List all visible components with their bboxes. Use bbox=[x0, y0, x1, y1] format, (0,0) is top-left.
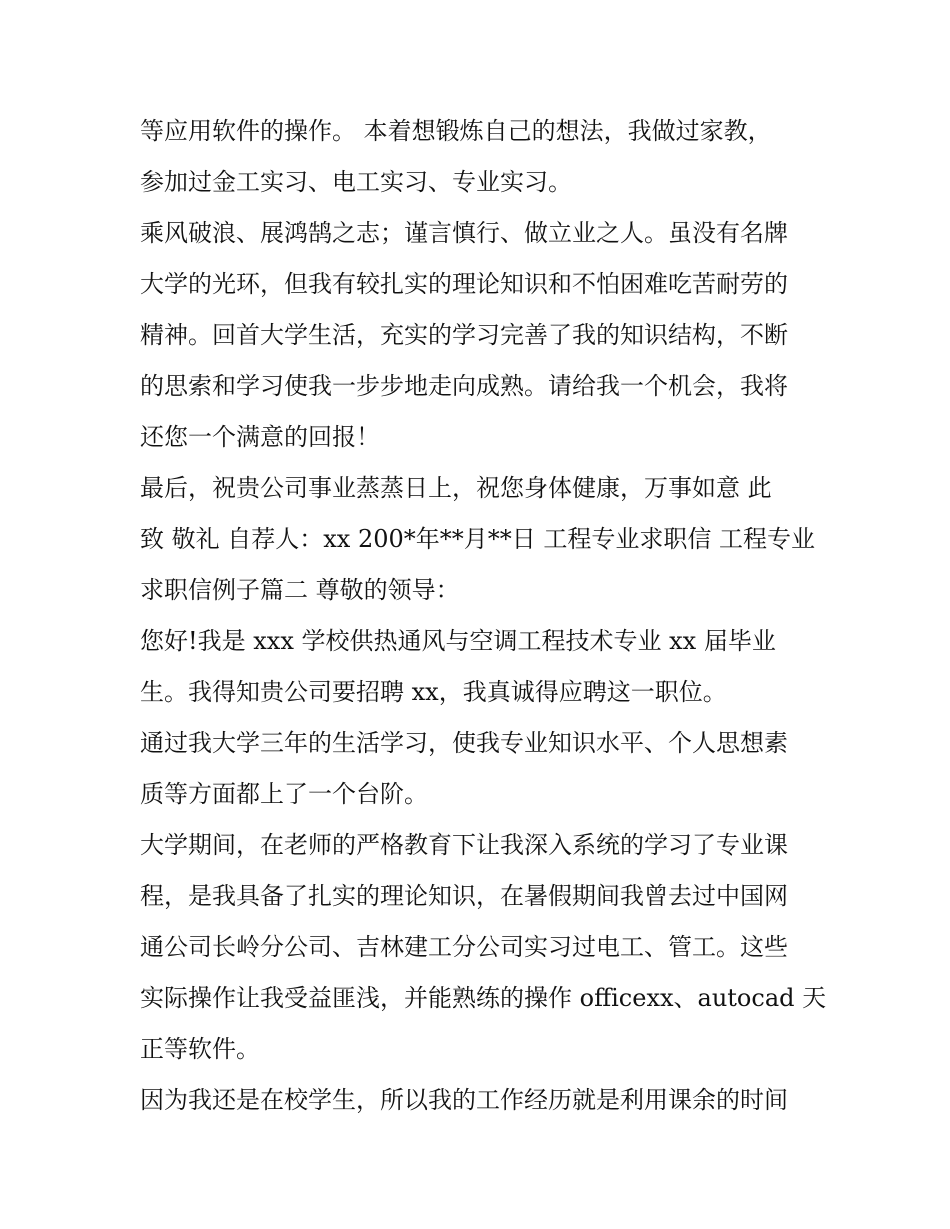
text-line: 的思索和学习使我一步步地走向成熟。请给我一个机会，我将 bbox=[140, 372, 788, 400]
text-line: 程，是我具备了扎实的理论知识，在暑假期间我曾去过中国网 bbox=[140, 882, 788, 910]
text-line: 致 敬礼 自荐人：xx 200*年**月**日 工程专业求职信 工程专业 bbox=[140, 525, 816, 553]
text-line: 大学的光环，但我有较扎实的理论知识和不怕困难吃苦耐劳的 bbox=[140, 270, 788, 298]
text-line: 正等软件。 bbox=[140, 1035, 260, 1063]
text-line: 质等方面都上了一个台阶。 bbox=[140, 780, 428, 808]
text-line: 您好!我是 xxx 学校供热通风与空调工程技术专业 xx 届毕业 bbox=[140, 627, 776, 655]
text-line: 参加过金工实习、电工实习、专业实习。 bbox=[140, 168, 572, 196]
text-line: 因为我还是在校学生，所以我的工作经历就是利用课余的时间 bbox=[140, 1086, 788, 1114]
text-line: 求职信例子篇二 尊敬的领导： bbox=[140, 576, 460, 604]
text-line: 生。我得知贵公司要招聘 xx，我真诚得应聘这一职位。 bbox=[140, 678, 727, 706]
text-line: 通过我大学三年的生活学习，使我专业知识水平、个人思想素 bbox=[140, 729, 788, 757]
text-line: 实际操作让我受益匪浅，并能熟练的操作 officexx、autocad 天 bbox=[140, 984, 827, 1012]
text-line: 等应用软件的操作。 本着想锻炼自己的想法，我做过家教， bbox=[140, 117, 772, 145]
text-line: 大学期间，在老师的严格教育下让我深入系统的学习了专业课 bbox=[140, 831, 788, 859]
text-line: 最后，祝贵公司事业蒸蒸日上，祝您身体健康，万事如意 此 bbox=[140, 474, 772, 502]
text-line: 通公司长岭分公司、吉林建工分公司实习过电工、管工。这些 bbox=[140, 933, 788, 961]
document-body bbox=[140, 106, 827, 1126]
text-line: 还您一个满意的回报！ bbox=[140, 423, 380, 451]
text-line: 乘风破浪、展鸿鹄之志；谨言慎行、做立业之人。虽没有名牌 bbox=[140, 219, 788, 247]
text-line: 精神。回首大学生活，充实的学习完善了我的知识结构，不断 bbox=[140, 321, 788, 349]
